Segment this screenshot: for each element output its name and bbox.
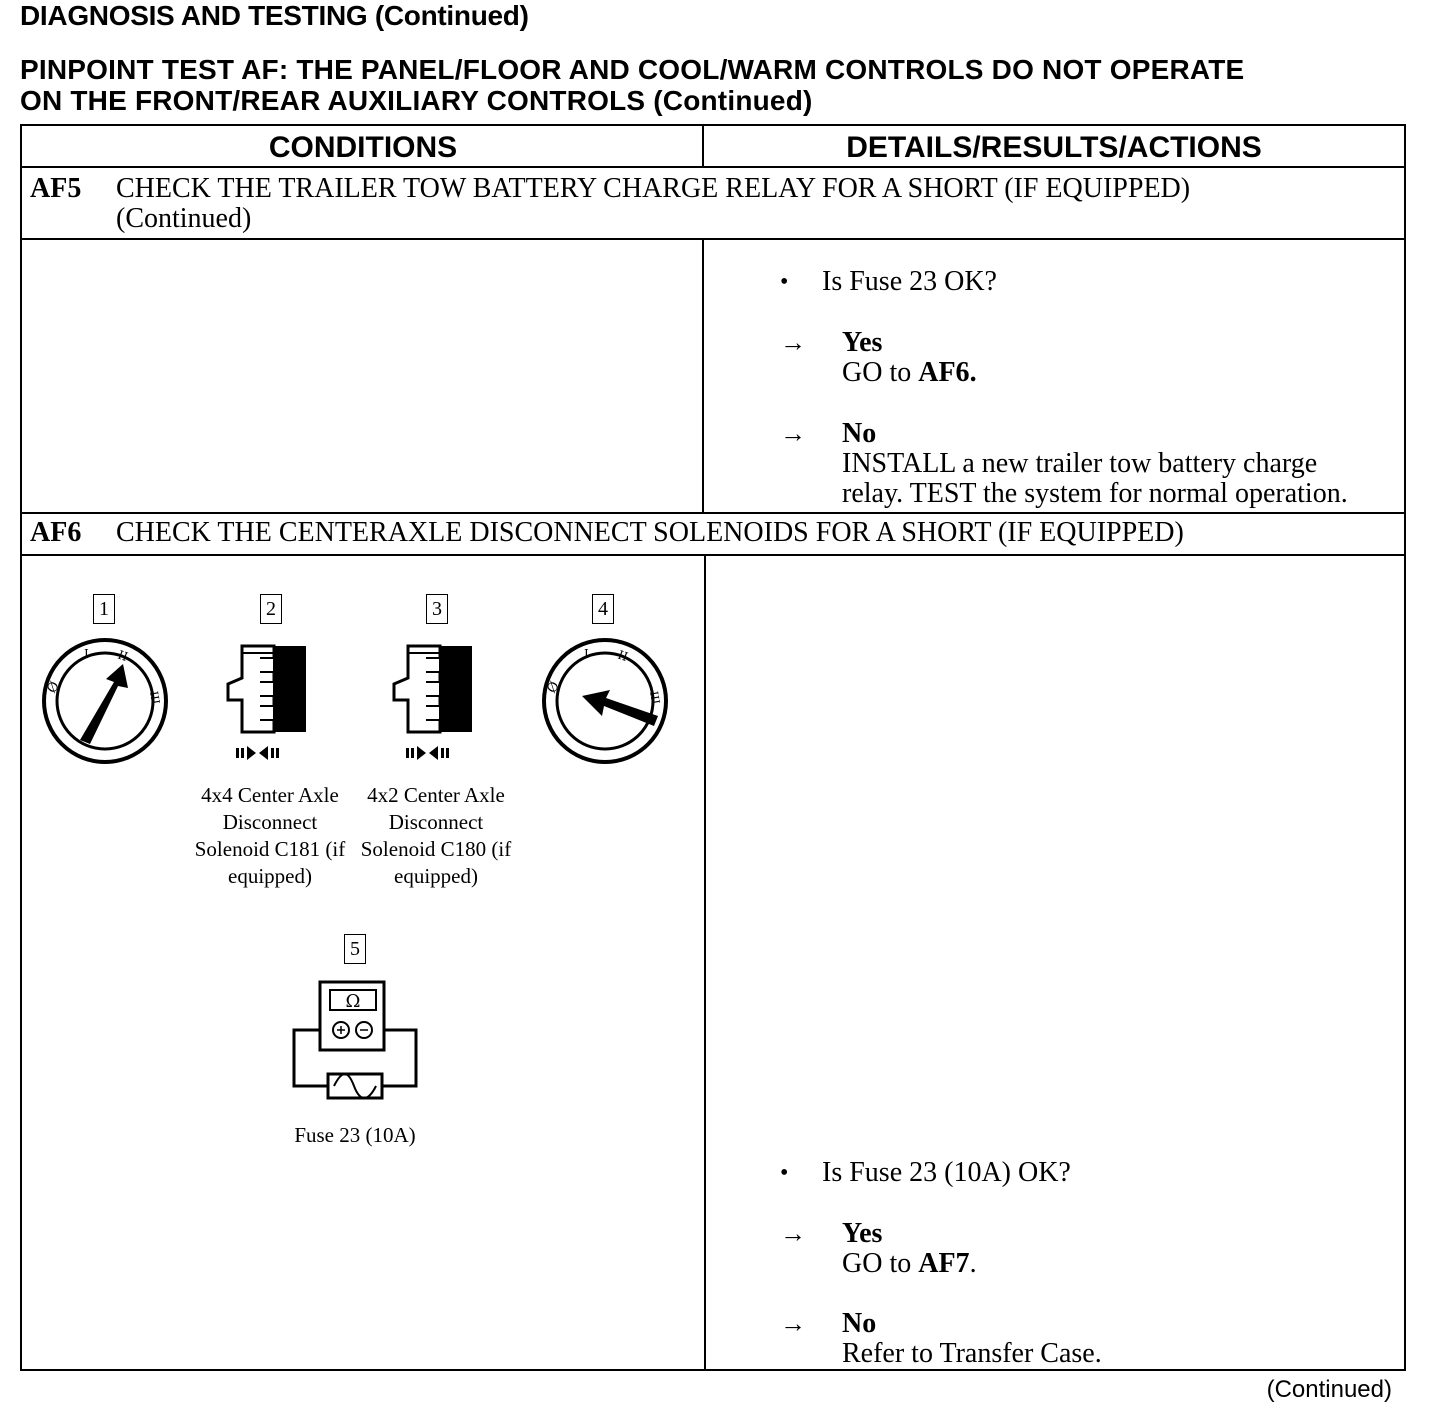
no-action-line2: relay. TEST the system for normal operation. — [842, 478, 1348, 509]
af5-yes-result — [842, 328, 977, 388]
callout-5: 5 — [344, 934, 366, 964]
row-divider — [22, 166, 1404, 168]
yes-label: Yes — [842, 327, 883, 358]
yes-action: GO to AF7. — [842, 1248, 977, 1279]
ignition-mark-run: II — [115, 647, 130, 665]
af6-no-result — [842, 1309, 1102, 1369]
ohm-symbol: Ω — [345, 991, 361, 1012]
column-divider — [702, 126, 704, 168]
continued-footer: (Continued) — [1266, 1376, 1392, 1403]
ignition-mark-acc: I — [584, 647, 589, 661]
callout-1: 1 — [93, 594, 115, 624]
step-title-line1: CHECK THE TRAILER TOW BATTERY CHARGE RELAY FOR A SHORT (IF EQUIPPED) — [116, 173, 1191, 204]
arrow-right-icon: → — [780, 328, 806, 357]
ohmmeter-fuse-test-icon — [284, 974, 424, 1104]
page-title: DIAGNOSIS AND TESTING (Continued) — [20, 0, 529, 31]
pinpoint-test-title-line1: PINPOINT TEST AF: THE PANEL/FLOOR AND COOL/WARM CONTROLS DO NOT OPERATE — [20, 54, 1245, 85]
step-id: AF6 — [30, 517, 82, 548]
step-id: AF5 — [30, 173, 82, 204]
no-label: No — [842, 1308, 877, 1339]
column-divider — [704, 554, 706, 1371]
af5-question: Is Fuse 23 OK? — [822, 266, 997, 297]
callout-3: 3 — [426, 594, 448, 624]
column-header-details: DETAILS/RESULTS/ACTIONS — [846, 131, 1262, 164]
row-divider — [22, 512, 1404, 514]
bullet-icon: • — [780, 1160, 789, 1186]
ignition-mark-start: III — [647, 690, 663, 706]
step-reference: AF7 — [918, 1248, 970, 1279]
step-title — [116, 174, 1190, 234]
column-divider — [702, 238, 704, 514]
no-action-line1: INSTALL a new trailer tow battery charge — [842, 448, 1318, 479]
ignition-mark-off: Ø — [44, 679, 63, 696]
ignition-switch-off-icon — [540, 636, 670, 766]
step-reference: AF6 — [918, 357, 970, 388]
caption-c181: 4x4 Center Axle Disconnect Solenoid C181 (if equipped) — [194, 783, 346, 888]
no-label: No — [842, 418, 877, 449]
af6-yes-result — [842, 1219, 977, 1279]
callout-2: 2 — [260, 594, 282, 624]
column-header-conditions: CONDITIONS — [268, 131, 458, 164]
ignition-mark-off: Ø — [544, 679, 563, 696]
arrow-right-icon: → — [780, 1219, 806, 1248]
arrow-right-icon: → — [780, 1309, 806, 1338]
ignition-mark-acc: I — [84, 647, 89, 661]
pinpoint-test-table — [20, 124, 1406, 1371]
row-divider — [22, 554, 1404, 556]
ignition-switch-run-icon — [40, 636, 170, 766]
caption-c180: 4x2 Center Axle Disconnect Solenoid C180 (if equipped) — [360, 783, 512, 888]
pinpoint-test-title-line2: ON THE FRONT/REAR AUXILIARY CONTROLS (Continued) — [20, 85, 813, 116]
solenoid-connector-c180-icon — [384, 638, 484, 766]
yes-label: Yes — [842, 1218, 883, 1249]
step-title-line2: (Continued) — [116, 203, 252, 234]
yes-action: GO to AF6. — [842, 357, 977, 388]
bullet-icon: • — [780, 269, 789, 295]
step-title: CHECK THE CENTERAXLE DISCONNECT SOLENOIDS FOR A SHORT (IF EQUIPPED) — [116, 517, 1184, 548]
caption-fuse-23: Fuse 23 (10A) — [294, 1123, 416, 1147]
no-action-line1: Refer to Transfer Case. — [842, 1338, 1102, 1369]
ignition-mark-start: III — [147, 690, 163, 706]
af6-question: Is Fuse 23 (10A) OK? — [822, 1157, 1071, 1188]
solenoid-connector-c181-icon — [218, 638, 318, 766]
ignition-mark-run: II — [615, 647, 630, 665]
row-divider — [22, 238, 1404, 240]
arrow-right-icon: → — [780, 419, 806, 448]
callout-4: 4 — [592, 594, 614, 624]
af5-no-result — [842, 419, 1348, 509]
pinpoint-test-title — [20, 54, 1244, 116]
